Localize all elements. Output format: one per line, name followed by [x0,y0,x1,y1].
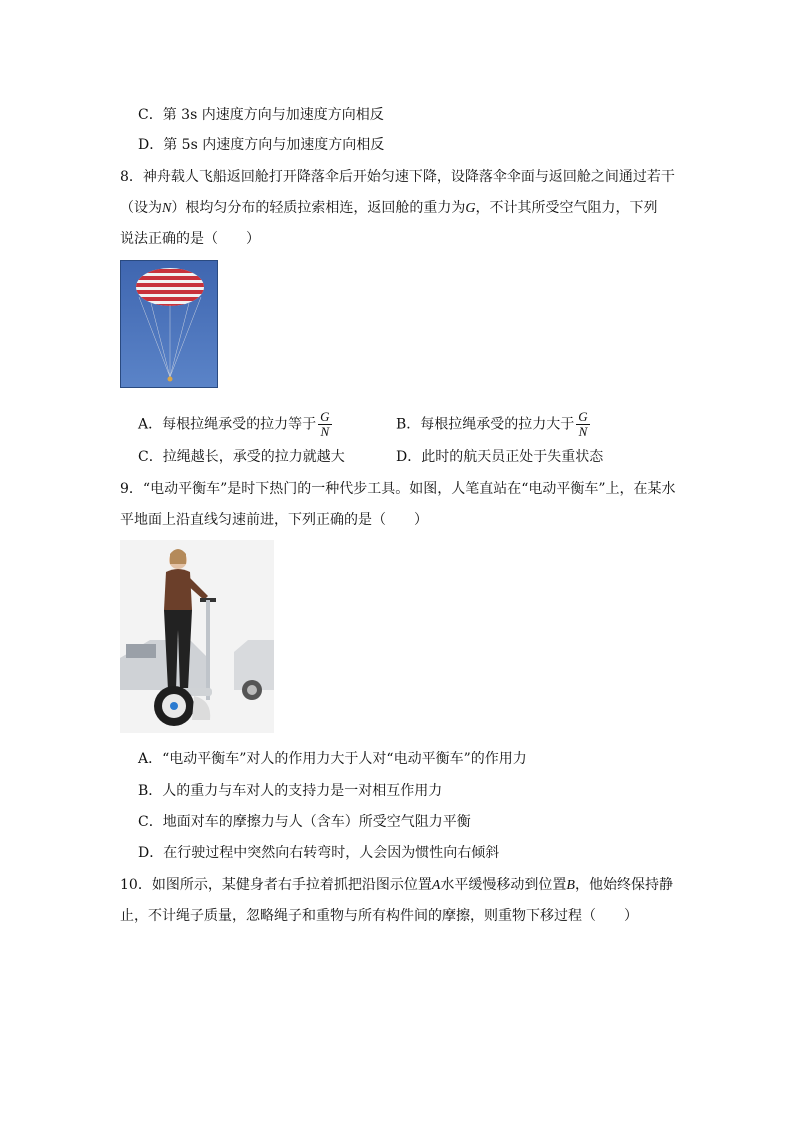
q9-option-c: C．地面对车的摩擦力与人（含车）所受空气阻力平衡 [138,814,471,830]
q8-stem-text: ，不计其所受空气阻力，下列 [475,200,658,216]
q8-option-b-text: B．每根拉绳承受的拉力大于 [396,416,575,433]
q8-stem-text: （设为 [120,200,162,216]
q8-option-b [396,410,590,439]
fraction-denominator: N [578,424,588,439]
parachute-image [120,260,218,388]
q8-stem-line1: 8．神舟载人飞船返回舱打开降落伞后开始匀速下降，设降落伞伞面与返回舱之间通过若干 [120,169,675,185]
var-n: N [162,201,172,216]
q9-option-d: D．在行驶过程中突然向右转弯时，人会因为惯性向右倾斜 [138,845,500,861]
q10-stem-line1 [120,874,673,894]
q9-option-b: B．人的重力与车对人的支持力是一对相互作用力 [138,783,443,799]
q9-stem-line2: 平地面上沿直线匀速前进，下列正确的是（ ） [120,512,428,528]
q7-option-c: C．第 3s 内速度方向与加速度方向相反 [138,107,384,123]
var-a: A [431,878,441,893]
fraction-g-over-n [318,410,331,439]
q8-stem-text: ）根均匀分布的轻质拉索相连，返回舱的重力为 [171,200,466,216]
fraction-denominator: N [320,424,330,439]
q10-stem-text: 10．如图所示，某健身者右手拉着抓把沿图示位置 [120,877,432,893]
var-b: B [566,878,575,893]
q10-stem-text: ，他始终保持静 [574,877,673,893]
q7-option-d: D．第 5s 内速度方向与加速度方向相反 [138,137,385,153]
q8-option-a [138,410,332,439]
q8-option-a-text: A．每根拉绳承受的拉力等于 [138,416,317,433]
q8-option-d: D．此时的航天员正处于失重状态 [396,449,604,465]
fraction-numerator: G [578,409,588,424]
q10-stem-line2: 止，不计绳子质量，忽略绳子和重物与所有构件间的摩擦，则重物下移过程（ ） [120,908,638,924]
balance-scooter-image [120,540,274,733]
fraction-g-over-n [576,410,589,439]
q8-stem-line2 [120,197,657,217]
q9-stem-line1: 9．“电动平衡车”是时下热门的一种代步工具。如图，人笔直站在“电动平衡车”上，在某水 [120,481,676,497]
fraction-numerator: G [320,409,330,424]
q9-option-a: A．“电动平衡车”对人的作用力大于人对“电动平衡车”的作用力 [138,751,527,767]
q8-option-c: C．拉绳越长，承受的拉力就越大 [138,449,345,465]
var-g: G [465,201,476,216]
q10-stem-text: 水平缓慢移动到位置 [440,877,567,893]
q8-stem-line3: 说法正确的是（ ） [120,231,260,247]
